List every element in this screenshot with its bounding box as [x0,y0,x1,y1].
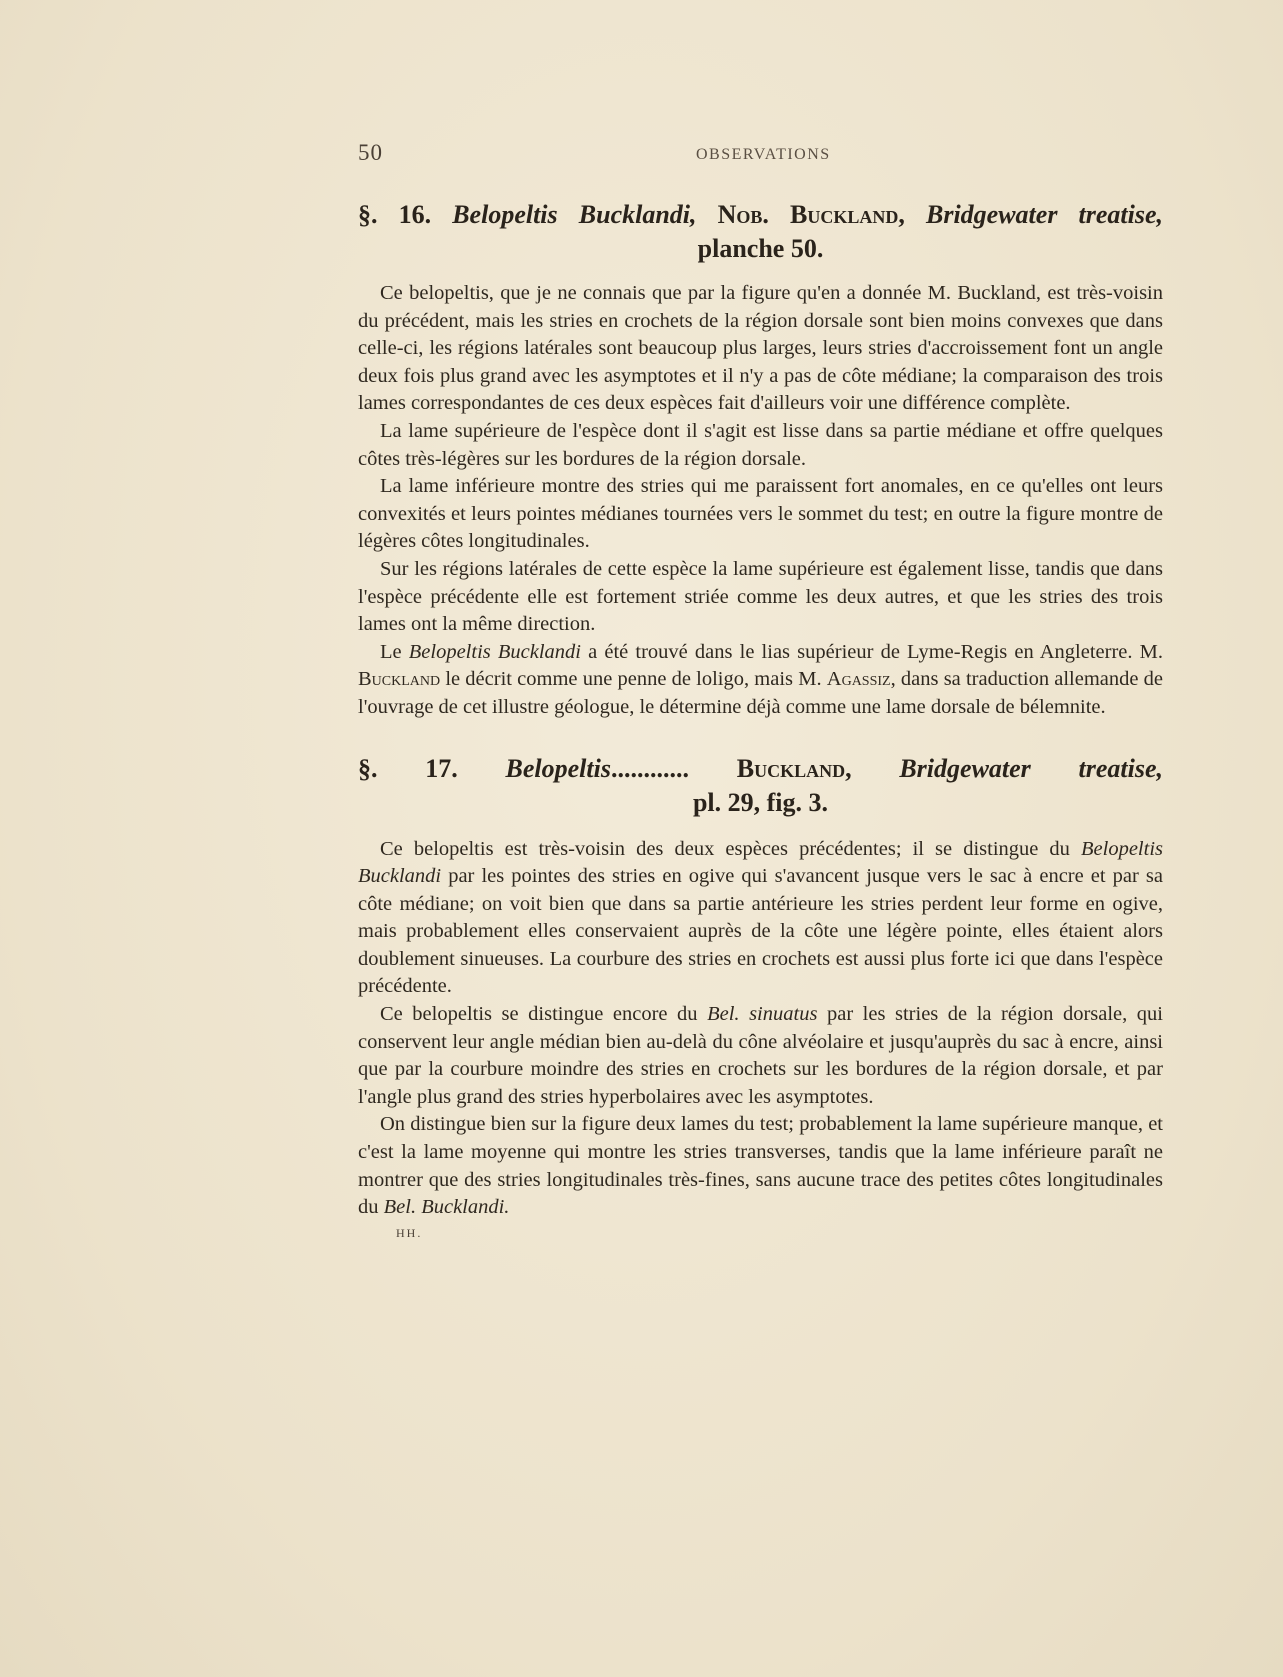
text-run: dans sa traduction allemande de l'ouvrage de cet illustre géologue, le détermine déjà comme une lame dorsale de bélemnite. [358,668,1164,718]
section-16-species: Bucklandi, [578,200,697,229]
section-17-mark: §. 17. [358,753,458,783]
species-name: Bel. Bucklandi. [383,1196,510,1219]
signature-initials: HH. [396,1225,423,1240]
section-16-genus: Belopeltis [452,200,558,229]
paragraph [358,1111,1163,1221]
section-16 [358,198,1163,722]
section-17 [358,752,1163,1241]
page-number: 50 [358,140,383,165]
section-16-heading-line2: planche 50. [697,234,824,263]
paragraph [358,836,1163,1002]
running-title: OBSERVATIONS [696,146,831,163]
section-16-authority-prefix: Nob. [717,200,769,229]
section-17-reference: Bridgewater treatise, [899,753,1164,783]
page-content [358,198,1163,1241]
paragraph: La lame inférieure montre des stries qui me paraissent fort anomales, en ce qu'elles ont leurs convexités et leurs pointes médianes tournées vers le sommet du test; en outre la figure montre de légères côtes longitudinales. [358,475,1163,553]
paragraph: Sur les régions latérales de cette espèce la lame supérieure est également lisse, tandis que dans l'espèce précédente elle est fortement striée comme les deux autres, et que les stries des trois lames ont la même direction. [358,557,1163,636]
text-run: Ce belopeltis est très-voisin des deux espèces précédentes; il se distingue du [380,837,1070,860]
text-run: par les pointes des stries en ogive qui s'avancent jusque vers le sac à encre et par sa côte médiane; on voit bien que dans sa partie antérieure les stries perdent leur forme en ogive, mais probablement elles conservaient auprès de la côte une légère pointe, elles étaient alors doublement sinueuses. La courbure des stries en crochets est aussi plus forte ici que dans l'espèce précédente. [358,865,1164,998]
section-17-authority: Buckland, [736,753,852,783]
section-17-heading-line2: pl. 29, fig. 3. [692,787,829,817]
page-header [358,140,1158,170]
section-16-heading [358,198,1163,266]
text-run: Le [380,640,402,663]
text-run: par les stries de la région dorsale, qui conservent leur angle médian bien au-delà du cône alvéolaire et jusqu'auprès du sac à encre, ainsi que par la courbure moindre des stries en crochets sur les bordures de la région dorsale, et par l'angle plus grand des stries hyperbolaires avec les asymptotes. [358,1003,1163,1108]
text-run: Ce belopeltis se distingue encore du [380,1003,698,1026]
species-name: Bel. sinuatus [707,1003,818,1026]
paragraph: La lame supérieure de l'espèce dont il s'agit est lisse dans sa partie médiane et offre quelques côtes très-légères sur les bordures de la région dorsale. [358,419,1163,470]
paragraph [358,639,1163,722]
paragraph: Ce belopeltis, que je ne connais que par la figure qu'en a donnée M. Buckland, est très-voisin du précédent, mais les stries en crochets de la région dorsale sont bien moins convexes que dans celle-ci, les régions latérales sont beaucoup plus larges, leurs stries d'accroissement font un angle deux fois plus grand avec les asymptotes et il n'y a pas de côte médiane; la comparaison des trois lames correspondantes de ces deux espèces fait d'ailleurs voir une différence complète. [358,282,1163,415]
text-run: le décrit comme une penne de loligo, mais M. [445,668,822,691]
section-16-authority: Buckland, [790,200,905,229]
section-16-reference: Bridgewater treatise, [925,200,1164,229]
section-17-heading-line1 [358,752,1163,786]
text-run: On distingue bien sur la figure deux lames du test; probablement la lame supérieure manque, et c'est la lame moyenne qui montre les stries transverses, tandis que la lame inférieure paraît ne montrer que des stries longitudinales très-fines, sans aucune trace des petites côtes longitudinales du [358,1113,1163,1219]
paragraph [358,1001,1163,1111]
species-name: Belopeltis Bucklandi [408,640,581,663]
author-name: Buckland [358,668,441,691]
section-17-heading [358,752,1163,820]
section-16-heading-line1 [358,198,1163,232]
species-name: Belopeltis Bucklandi [358,837,1163,888]
text-run: a été trouvé dans le lias supérieur de Lyme-Regis en Angleterre. M. [588,640,1164,663]
section-16-mark: §. 16. [358,200,432,229]
section-17-genus: Belopeltis [505,753,611,783]
author-name: Agassiz, [826,668,896,691]
section-17-dots: ............ [610,753,689,783]
